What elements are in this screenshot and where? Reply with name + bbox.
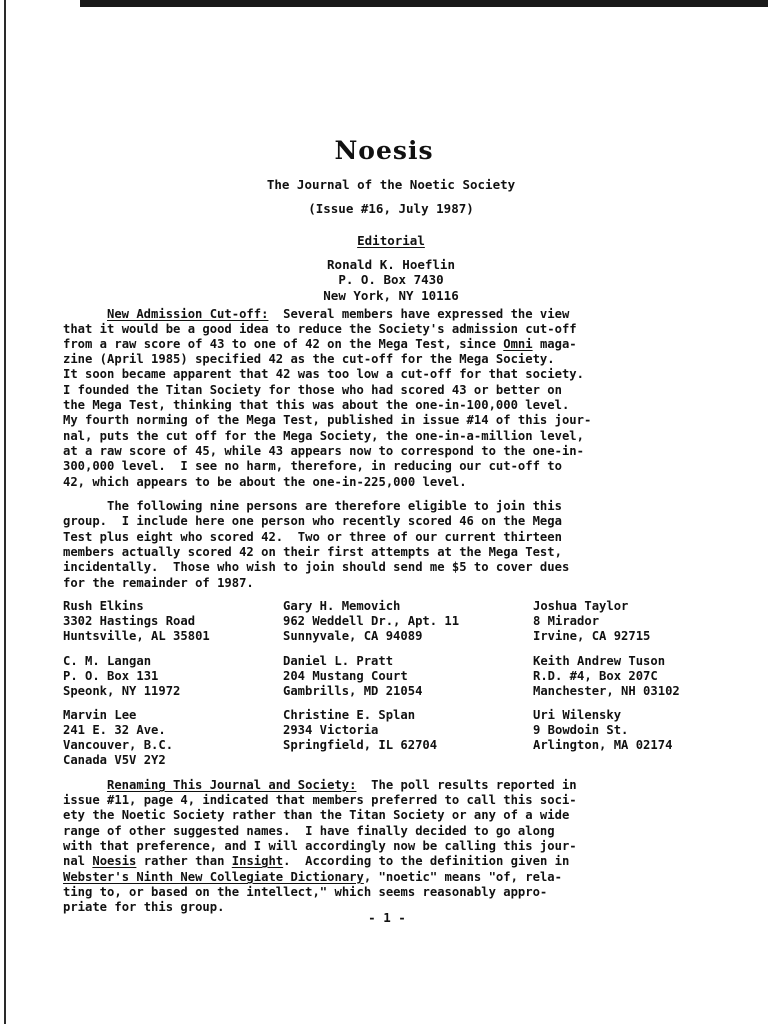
member-address [63, 599, 210, 644]
section-heading-row [0, 233, 768, 249]
para1-line: that it would be a good idea to reduce the Society's admission cut-off [63, 322, 577, 336]
journal-title: Noesis [334, 136, 434, 165]
para3-line [107, 778, 577, 793]
para3-line: ety the Noetic Society rather than the Titan Society or any of a wide [63, 808, 570, 822]
para1-line: nal, puts the cut off for the Mega Society, the one-in-a-million level, [63, 429, 584, 443]
member-address [533, 654, 680, 699]
journal-name-new: Noesis [92, 854, 137, 868]
journal-subtitle: The Journal of the Noetic Society [266, 177, 516, 192]
member-name: Keith Andrew Tuson [533, 654, 666, 668]
dictionary-title: Webster's Ninth New Collegiate Dictionary [63, 870, 364, 884]
para3-text: nal [63, 854, 93, 868]
journal-name-old: Insight [231, 854, 284, 868]
member-street: 204 Mustang Court [283, 669, 408, 683]
scan-top-edge [80, 0, 768, 7]
para2-line: members actually scored 42 on their first attempts at the Mega Test, [63, 545, 562, 559]
para3-line: priate for this group. [63, 900, 225, 914]
member-street: 962 Weddell Dr., Apt. 11 [283, 614, 460, 628]
member-city: Huntsville, AL 35801 [63, 629, 210, 643]
member-city: Arlington, MA 02174 [533, 738, 673, 752]
member-address [533, 599, 650, 644]
member-street: 8 Mirador [533, 614, 600, 628]
magazine-title: Omni [503, 337, 533, 351]
para2-line: group. I include here one person who recently scored 46 on the Mega [63, 514, 562, 528]
para1-line: 42, which appears to be about the one-in-225,000 level. [63, 475, 467, 489]
para3-line [63, 870, 562, 885]
para3-line: with that preference, and I will accordingly now be calling this jour- [63, 839, 577, 853]
para2-line: incidentally. Those who wish to join should send me $5 to cover dues [63, 560, 570, 574]
member-address [283, 708, 437, 753]
member-street: 9 Bowdoin St. [533, 723, 629, 737]
para1-line [107, 307, 569, 322]
para3-line: issue #11, page 4, indicated that members preferred to call this soci- [63, 793, 577, 807]
para3-line [63, 854, 569, 869]
para3-text: , "noetic" means "of, rela- [363, 870, 562, 884]
para1-text: Several members have expressed the view [283, 307, 570, 321]
member-city: Sunnyvale, CA 94089 [283, 629, 423, 643]
para3-text: rather than [136, 854, 232, 868]
member-address [283, 654, 422, 699]
para2-line: The following nine persons are therefore eligible to join this [107, 499, 562, 513]
member-name: Gary H. Memovich [283, 599, 401, 613]
para3-heading: Renaming This Journal and Society: [107, 778, 357, 792]
member-name: C. M. Langan [63, 654, 152, 668]
para1-line: the Mega Test, thinking that this was about the one-in-100,000 level. [63, 398, 570, 412]
para2-line: for the remainder of 1987. [63, 576, 254, 590]
member-city: Gambrills, MD 21054 [283, 684, 423, 698]
para1-line: My fourth norming of the Mega Test, published in issue #14 of this jour- [63, 413, 592, 427]
para1-line: at a raw score of 45, while 43 appears now to correspond to the one-in- [63, 444, 584, 458]
member-street: 3302 Hastings Road [63, 614, 196, 628]
member-city: Manchester, NH 03102 [533, 684, 680, 698]
editor-city: New York, NY 10116 [323, 288, 459, 303]
member-city: Springfield, IL 62704 [283, 738, 438, 752]
para1-heading: New Admission Cut-off: [107, 307, 269, 321]
para1-line: 300,000 level. I see no harm, therefore, in reducing our cut-off to [63, 459, 562, 473]
para1-text: from a raw score of 43 to one of 42 on the Mega Test, since [63, 337, 504, 351]
para2-line: Test plus eight who scored 42. Two or three of our current thirteen [63, 530, 562, 544]
section-heading: Editorial [357, 233, 425, 248]
member-city: Speonk, NY 11972 [63, 684, 181, 698]
member-name: Daniel L. Pratt [283, 654, 394, 668]
member-country: Canada V5V 2Y2 [63, 753, 166, 767]
editor-box: P. O. Box 7430 [338, 272, 444, 287]
member-street: P. O. Box 131 [63, 669, 159, 683]
member-address [63, 708, 173, 768]
para3-text: . According to the definition given in [283, 854, 570, 868]
member-name: Uri Wilensky [533, 708, 622, 722]
para1-line: I founded the Titan Society for those who had scored 43 or better on [63, 383, 562, 397]
para3-line: ting to, or based on the intellect," which seems reasonably appro- [63, 885, 548, 899]
member-city: Irvine, CA 92715 [533, 629, 651, 643]
para1-line [63, 337, 577, 352]
page-number: - 1 - [368, 910, 406, 925]
para1-line: zine (April 1985) specified 42 as the cut-off for the Mega Society. [63, 352, 555, 366]
member-address [533, 708, 672, 753]
member-street: 2934 Victoria [283, 723, 379, 737]
para1-text: maga- [532, 337, 577, 351]
member-name: Marvin Lee [63, 708, 137, 722]
member-name: Joshua Taylor [533, 599, 629, 613]
editor-name: Ronald K. Hoeflin [327, 257, 455, 272]
para3-line: range of other suggested names. I have finally decided to go along [63, 824, 555, 838]
member-name: Rush Elkins [63, 599, 144, 613]
para1-line: It soon became apparent that 42 was too low a cut-off for that society. [63, 367, 584, 381]
member-street: R.D. #4, Box 207C [533, 669, 658, 683]
member-city: Vancouver, B.C. [63, 738, 174, 752]
member-address [283, 599, 459, 644]
member-street: 241 E. 32 Ave. [63, 723, 166, 737]
member-address [63, 654, 180, 699]
para3-text: The poll results reported in [371, 778, 577, 792]
issue-line: (Issue #16, July 1987) [308, 201, 474, 216]
member-name: Christine E. Splan [283, 708, 416, 722]
